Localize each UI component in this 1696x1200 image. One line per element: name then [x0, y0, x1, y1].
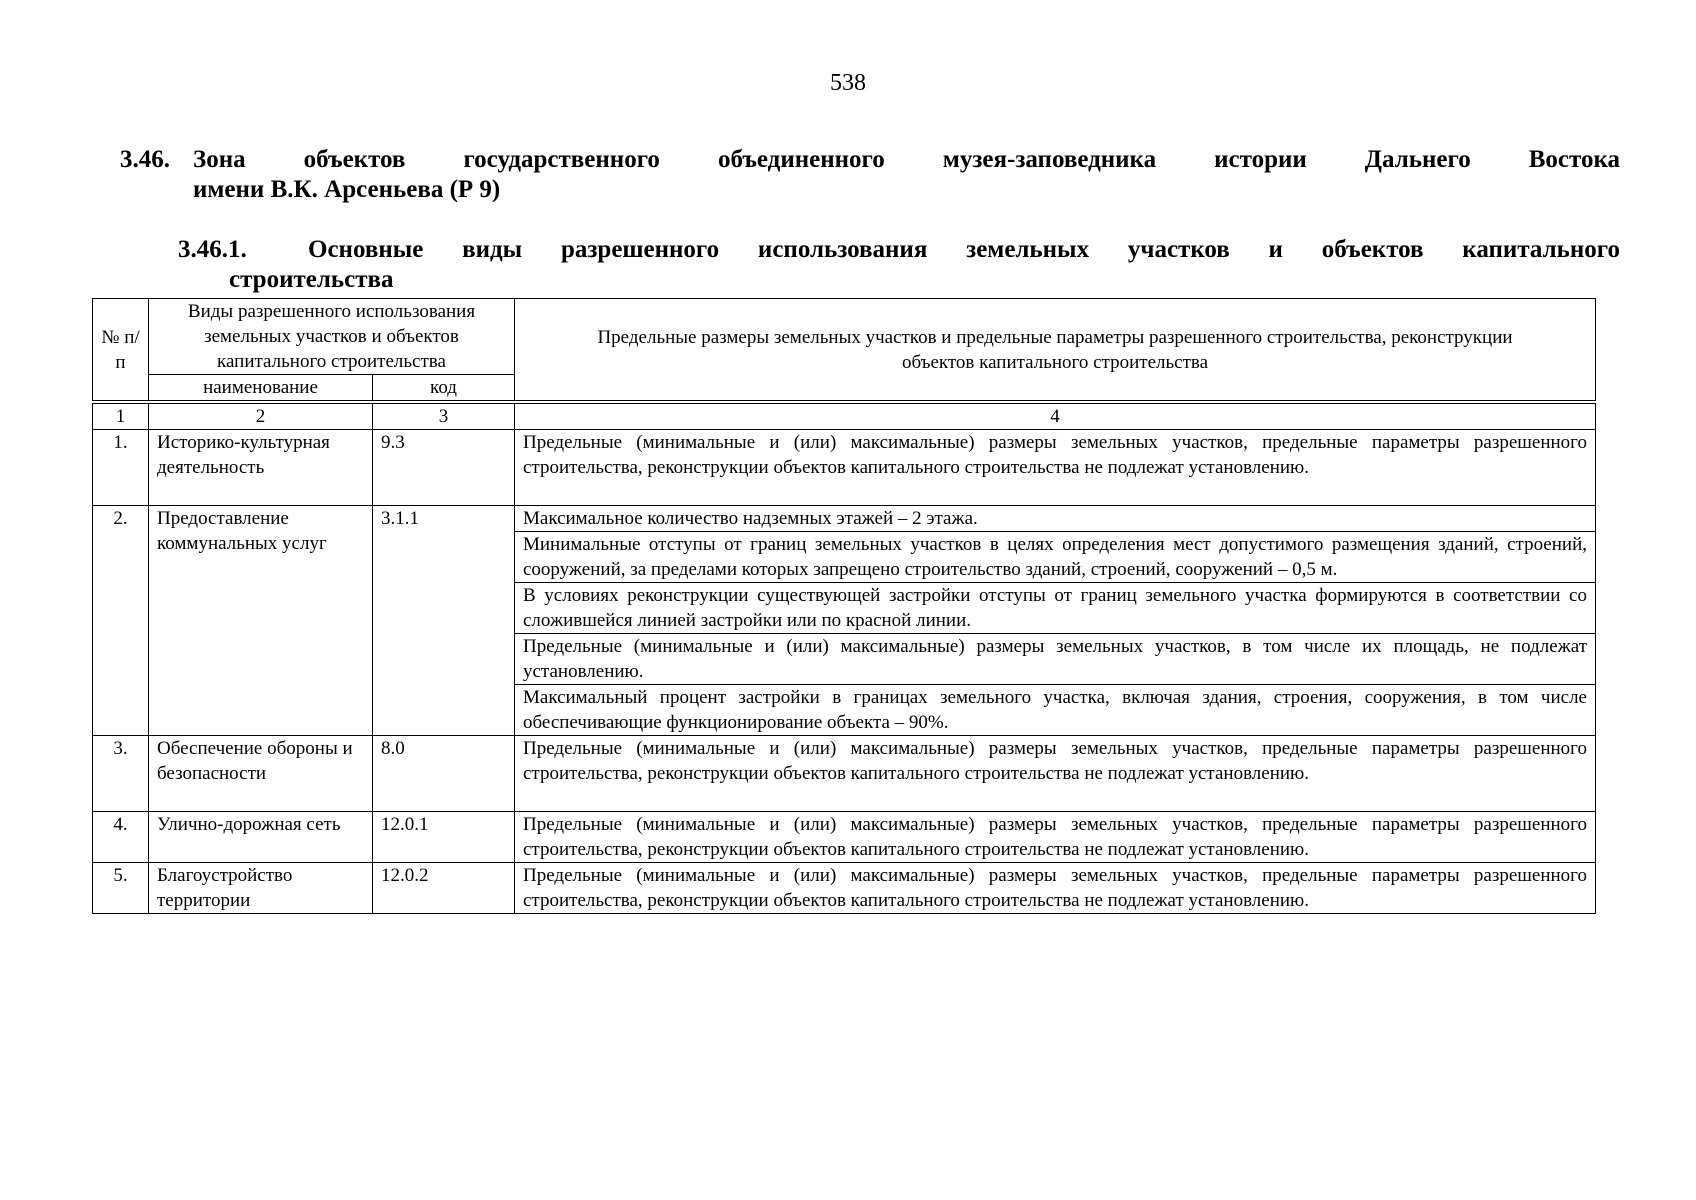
row-code: 8.0	[373, 736, 515, 812]
section-title-line2: имени В.К. Арсеньева (Р 9)	[193, 176, 501, 203]
row-param: Предельные (минимальные и (или) максимальные) размеры земельных участков, предельные параметры разрешенного строительства, реконструкции объектов капитального строительства не подлежат установлению.	[515, 430, 1596, 506]
section-title-line1: Зона объектов государственного объединенного музея-заповедника истории Дальнего Востока	[193, 146, 1620, 173]
row-code: 3.1.1	[373, 506, 515, 736]
row-param: Предельные (минимальные и (или) максимальные) размеры земельных участков, предельные параметры разрешенного строительства, реконструкции объектов капитального строительства не подлежат установлению.	[515, 736, 1596, 812]
row-number: 3.	[93, 736, 149, 812]
table-row	[93, 863, 1596, 914]
row-code: 12.0.2	[373, 863, 515, 914]
row-number: 5.	[93, 863, 149, 914]
row-name: Историко-культурная деятельность	[149, 430, 373, 506]
row-param: Минимальные отступы от границ земельных участков в целях определения мест допустимого размещения зданий, строений, сооружений, за пределами которых запрещено строительство зданий, строений, сооружений – 0,5 м.	[515, 532, 1596, 583]
table-row	[93, 430, 1596, 506]
row-param: Предельные (минимальные и (или) максимальные) размеры земельных участков, в том числе их площадь, не подлежат установлению.	[515, 634, 1596, 685]
subsection-number: 3.46.1.	[178, 236, 247, 263]
row-number: 2.	[93, 506, 149, 736]
header-name: наименование	[149, 375, 373, 403]
row-param: Предельные (минимальные и (или) максимальные) размеры земельных участков, предельные параметры разрешенного строительства, реконструкции объектов капитального строительства не подлежат установлению.	[515, 812, 1596, 863]
index-cell: 2	[149, 402, 373, 430]
row-name: Обеспечение обороны и безопасности	[149, 736, 373, 812]
row-name: Улично-дорожная сеть	[149, 812, 373, 863]
subsection-title	[178, 235, 1620, 295]
zoning-table	[92, 298, 1596, 914]
section-title	[120, 145, 1620, 205]
page-number: 538	[830, 70, 866, 96]
row-param: В условиях реконструкции существующей застройки отступы от границ земельного участка формируются в соответствии со сложившейся линией застройки или по красной линии.	[515, 583, 1596, 634]
index-row	[93, 402, 1596, 430]
index-cell: 4	[515, 402, 1596, 430]
index-cell: 3	[373, 402, 515, 430]
row-code: 9.3	[373, 430, 515, 506]
subsection-title-line1: Основные виды разрешенного использования земельных участков и объектов капитального	[308, 236, 1620, 263]
index-cell: 1	[93, 402, 149, 430]
header-num: № п/п	[93, 299, 149, 403]
row-param: Предельные (минимальные и (или) максимальные) размеры земельных участков, предельные параметры разрешенного строительства, реконструкции объектов капитального строительства не подлежат установлению.	[515, 863, 1596, 914]
row-number: 1.	[93, 430, 149, 506]
header-code: код	[373, 375, 515, 403]
row-name: Благоустройство территории	[149, 863, 373, 914]
section-number: 3.46.	[120, 146, 170, 173]
header-types: Виды разрешенного использования земельных участков и объектов капитального строительства	[149, 299, 515, 375]
row-name: Предоставление коммунальных услуг	[149, 506, 373, 736]
row-param: Максимальный процент застройки в границах земельного участка, включая здания, строения, сооружения, в том числе обеспечивающие функционирование объекта – 90%.	[515, 685, 1596, 736]
row-number: 4.	[93, 812, 149, 863]
table-row	[93, 736, 1596, 812]
table-row	[93, 812, 1596, 863]
row-param: Максимальное количество надземных этажей – 2 этажа.	[515, 506, 1596, 532]
row-code: 12.0.1	[373, 812, 515, 863]
header-limits: Предельные размеры земельных участков и предельные параметры разрешенного строительства, реконструкции объектов капитального строительства	[515, 299, 1596, 403]
subsection-title-line2: строительства	[229, 266, 394, 293]
table-row	[93, 506, 1596, 532]
